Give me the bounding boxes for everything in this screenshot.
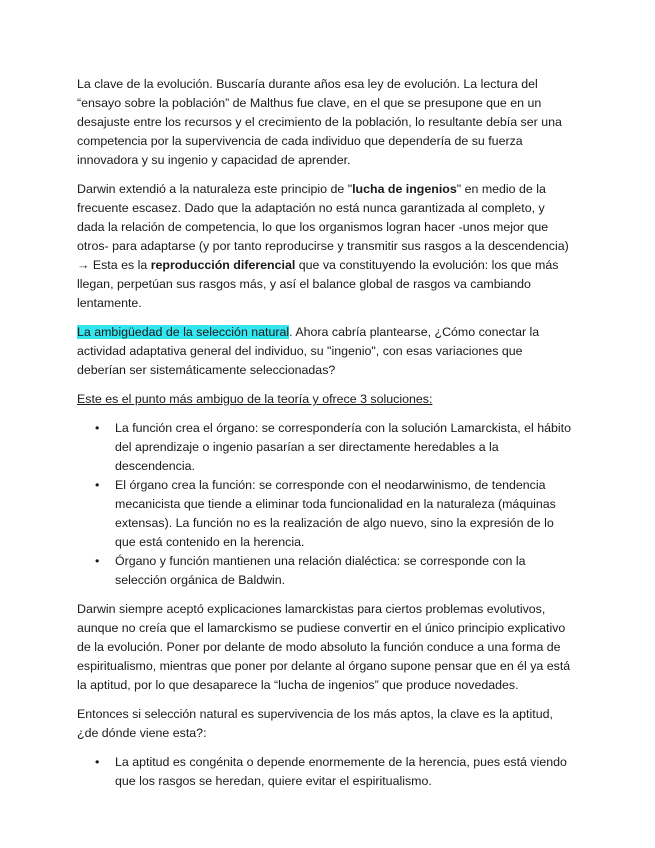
underlined-paragraph: Este es el punto más ambiguo de la teoría y ofrece 3 soluciones: — [77, 392, 433, 406]
highlighted-heading: La ambigüedad de la selección natural — [77, 325, 290, 339]
paragraph-darwin-lamarckismo: Darwin siempre aceptó explicaciones lamarckistas para ciertos problemas evolutivos, aunque no creía que el lamarckismo se pudiese convertir en el único principio explicativo de la evolución. Poner por delante de modo absoluto la función conduce a una forma de espiritualismo, mientras que poner por delante al órgano supone pensar que en él ya está la aptitud, por lo que desaparece la “lucha de ingenios” que produce novedades. — [77, 602, 571, 692]
bold-term-lucha-de-ingenios: lucha de ingenios — [352, 182, 457, 196]
text-segment: " en medio de la frecuente escasez. Dado que la adaptación no está nunca garantizada al completo, y dada la relación de competencia, lo que los organismos logran hacer -unos mejor que otros- para adaptarse (y por tanto reproducirse y transmitir sus rasgos a la descendencia) → Esta es la — [77, 182, 569, 272]
paragraph-lucha-de-ingenios — [77, 180, 573, 313]
text-segment: Darwin extendió a la naturaleza este principio de " — [77, 182, 353, 196]
list-item: • La función crea el órgano: se correspondería con la solución Lamarckista, el hábito del aprendizaje o ingenio pasarían a ser directamente heredables a la descendencia. — [115, 419, 573, 476]
aptitud-list — [77, 753, 573, 791]
list-item: • El órgano crea la función: se corresponde con el neodarwinismo, de tendencia mecanicista que tiende a eliminar toda funcionalidad en la naturaleza (máquinas extensas). La función no es la realización de algo nuevo, sino la expresión de lo que está contenido en la herencia. — [115, 476, 573, 552]
list-item: • Órgano y función mantienen una relación dialéctica: se corresponde con la selección orgánica de Baldwin. — [115, 552, 573, 590]
bold-term-reproduccion-diferencial: reproducción diferencial — [150, 258, 296, 272]
paragraph-clave-evolucion: La clave de la evolución. Buscaría durante años esa ley de evolución. La lectura del “ensayo sobre la población” de Malthus fue clave, en el que se presupone que en un desajuste entre los recursos y el crecimiento de la población, lo resultante debía ser una competencia por la supervivencia de cada individuo que dependería de su fuerza innovadora y su ingenio y capacidad de aprender. — [77, 77, 562, 167]
solutions-list — [77, 419, 573, 590]
list-item: • La aptitud es congénita o depende enormemente de la herencia, pues está viendo que los rasgos se heredan, quiere evitar el espiritualismo. — [115, 753, 573, 791]
text-segment: . Ahora cabría plantearse, ¿Cómo conectar la actividad adaptativa general del individuo, su "ingenio", con esas variaciones que deberían ser sistemáticamente seleccionadas? — [77, 325, 540, 377]
text-segment: que va constituyendo la evolución: los que más llegan, perpetúan sus rasgos más, y así el balance global de rasgos va cambiando lentamente. — [77, 258, 559, 310]
paragraph-ambiguedad — [77, 323, 573, 380]
paragraph-aptitud-question: Entonces si selección natural es supervivencia de los más aptos, la clave es la aptitud, ¿de dónde viene esta?: — [77, 707, 553, 740]
